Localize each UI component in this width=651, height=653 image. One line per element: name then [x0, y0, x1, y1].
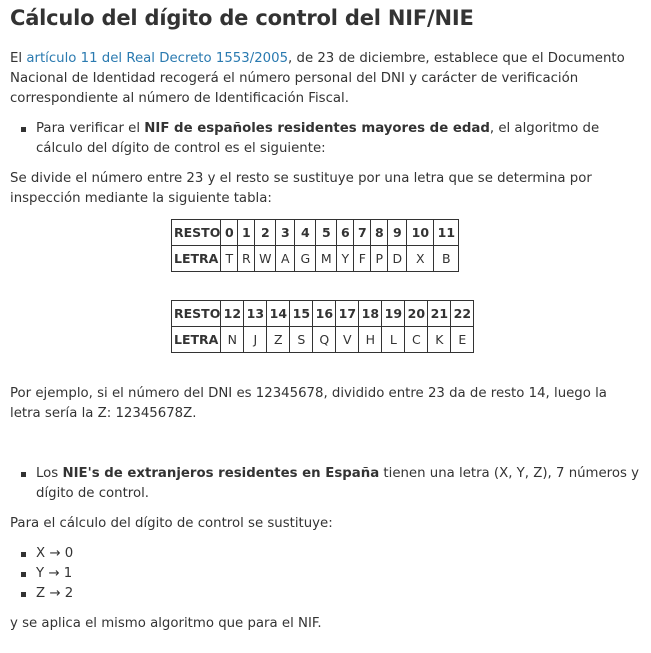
table-cell: 4	[295, 220, 316, 246]
table-cell: 22	[451, 301, 474, 327]
letter-table-2	[171, 300, 474, 353]
table-cell: 17	[336, 301, 359, 327]
substitution-z: Z → 2	[36, 586, 74, 601]
table-cell: 13	[244, 301, 267, 327]
letra-header: LETRA	[172, 246, 221, 272]
table-cell: 19	[382, 301, 405, 327]
table-cell: 1	[238, 220, 255, 246]
decree-link[interactable]: artículo 11 del Real Decreto 1553/2005	[26, 51, 289, 66]
table-cell: 16	[313, 301, 336, 327]
list-item	[20, 564, 73, 584]
intro-paragraph	[10, 49, 638, 109]
resto-header: RESTO	[172, 220, 221, 246]
nif-bullet-bold: NIF de españoles residentes mayores de edad	[144, 121, 490, 136]
table-cell: N	[221, 327, 244, 353]
division-paragraph: Se divide el número entre 23 y el resto se sustituye por una letra que se determina por inspección mediante la siguiente tabla:	[10, 171, 592, 206]
table-cell: 6	[337, 220, 354, 246]
table-cell: Q	[313, 327, 336, 353]
table-cell: M	[316, 246, 337, 272]
table-row-letra	[172, 246, 459, 272]
table-cell: 8	[371, 220, 388, 246]
table-cell: H	[359, 327, 382, 353]
table-cell: 18	[359, 301, 382, 327]
nie-bullet-bold: NIE's de extranjeros residentes en España	[62, 466, 380, 481]
closing-paragraph: y se aplica el mismo algoritmo que para el NIF.	[10, 616, 322, 631]
nie-bullet-after: tienen una letra (X, Y, Z), 7 números y dígito de control.	[36, 466, 640, 501]
table-cell: 12	[221, 301, 244, 327]
nif-bullet-before: Para verificar el	[36, 121, 145, 136]
table-cell: 2	[255, 220, 276, 246]
table-cell: X	[407, 246, 434, 272]
table-cell: Y	[337, 246, 354, 272]
table-cell: 20	[405, 301, 428, 327]
table-cell: D	[388, 246, 407, 272]
bullet-icon	[21, 592, 26, 597]
substitution-x: X → 0	[36, 546, 74, 561]
substitution-y: Y → 1	[36, 566, 73, 581]
table-cell: G	[295, 246, 316, 272]
table-cell: A	[276, 246, 295, 272]
table-cell: J	[244, 327, 267, 353]
table-cell: 11	[434, 220, 459, 246]
table-row-letra	[172, 327, 474, 353]
nif-bullet	[20, 119, 646, 159]
table-cell: W	[255, 246, 276, 272]
table-cell: R	[238, 246, 255, 272]
table-cell: Z	[267, 327, 290, 353]
table-cell: 0	[221, 220, 238, 246]
substitution-list	[20, 544, 73, 604]
table-cell: V	[336, 327, 359, 353]
page-title: Cálculo del dígito de control del NIF/NIE	[10, 6, 474, 30]
table-cell: B	[434, 246, 459, 272]
bullet-icon	[21, 127, 26, 132]
substitution-intro: Para el cálculo del dígito de control se sustituye:	[10, 516, 333, 531]
nie-bullet-before: Los	[36, 466, 63, 481]
table-cell: 7	[354, 220, 371, 246]
table-cell: T	[221, 246, 238, 272]
table-cell: P	[371, 246, 388, 272]
table-row-resto	[172, 220, 459, 246]
bullet-icon	[21, 572, 26, 577]
table-cell: 21	[428, 301, 451, 327]
example-paragraph: Por ejemplo, si el número del DNI es 12345678, dividido entre 23 da de resto 14, luego la letra sería la Z: 12345678Z.	[10, 386, 607, 421]
table-cell: 10	[407, 220, 434, 246]
resto-header: RESTO	[172, 301, 221, 327]
table-cell: C	[405, 327, 428, 353]
table-cell: 9	[388, 220, 407, 246]
table-cell: E	[451, 327, 474, 353]
table-cell: S	[290, 327, 313, 353]
table-cell: 14	[267, 301, 290, 327]
table-cell: 15	[290, 301, 313, 327]
nif-bullet-after: , el algoritmo de cálculo del dígito de control es el siguiente:	[36, 121, 600, 156]
table-row-resto	[172, 301, 474, 327]
bullet-icon	[21, 552, 26, 557]
letter-table-1	[171, 219, 459, 272]
nie-bullet	[20, 464, 646, 504]
list-item	[20, 584, 73, 604]
table-cell: F	[354, 246, 371, 272]
table-cell: K	[428, 327, 451, 353]
table-cell: 5	[316, 220, 337, 246]
list-item	[20, 544, 73, 564]
letra-header: LETRA	[172, 327, 221, 353]
bullet-icon	[21, 472, 26, 477]
table-cell: L	[382, 327, 405, 353]
intro-before-link: El	[10, 51, 27, 66]
intro-after-link: , de 23 de diciembre, establece que el Documento Nacional de Identidad recogerá el número personal del DNI y carácter de verificación correspondiente al número de Identificación Fiscal.	[10, 51, 625, 106]
table-cell: 3	[276, 220, 295, 246]
